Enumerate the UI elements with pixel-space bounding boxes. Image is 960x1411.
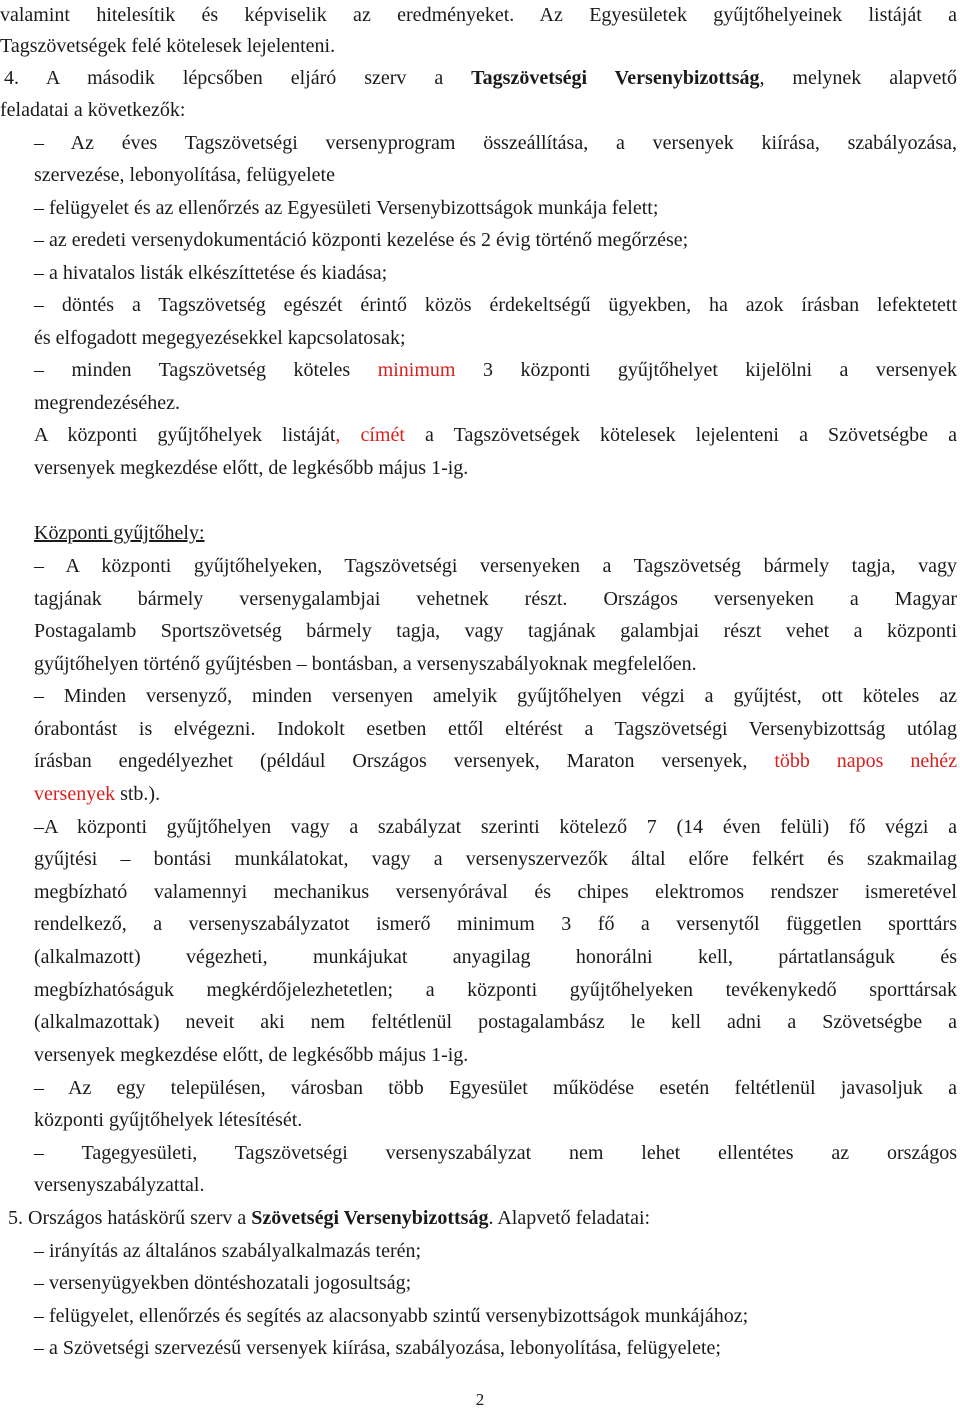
list-item: – döntés a Tagszövetség egészét érintő közös érdekeltségű ügyekben, ha azok írásban lefektetett: [34, 294, 957, 316]
list-item: – felügyelet és az ellenőrzés az Egyesületi Versenybizottságok munkája felett;: [34, 197, 659, 219]
highlight-text: minimum: [377, 359, 456, 381]
list-item: –A központi gyűjtőhelyen vagy a szabályzat szerinti kötelező 7 (14 éven felüli) fő végzi a: [34, 816, 957, 838]
text-line: feladatai a következők:: [0, 99, 186, 121]
text-line: Postagalamb Sportszövetség bármely tagja, vagy tagjának galambjai részt vehet a központi: [34, 620, 957, 642]
highlight-text: , címét: [335, 424, 405, 446]
list-item: – a hivatalos listák elkészíttetése és kiadása;: [34, 262, 388, 284]
list-item: – az eredeti versenydokumentáció központi kezelése és 2 évig történő megőrzése;: [34, 229, 689, 251]
list-item: – Az egy településen, városban több Egyesület működése esetén feltétlenül javasoljuk a: [34, 1077, 957, 1099]
highlight-text: versenyek: [34, 783, 116, 805]
text-line: versenyszabályzattal.: [34, 1174, 205, 1196]
list-item: – Tagegyesületi, Tagszövetségi versenyszabályzat nem lehet ellentétes az országos: [34, 1142, 957, 1164]
text-line: rendelkező, a versenyszabályzatot ismerő minimum 3 fő a versenytől független sporttárs: [34, 913, 957, 935]
list-item: – Minden versenyző, minden versenyen amelyik gyűjtőhelyen végzi a gyűjtést, ott köteles az: [34, 685, 957, 707]
text-line: Tagszövetségek felé kötelesek lejelenteni.: [0, 35, 336, 57]
text-line: órabontást is elvégezni. Indokolt esetben ettől eltérést a Tagszövetségi Versenybizottság utólag: [34, 718, 957, 740]
text-line: megrendezéséhez.: [34, 392, 181, 414]
list-item: – versenyügyekben döntéshozatali jogosultság;: [34, 1272, 412, 1294]
list-item: – irányítás az általános szabályalkalmazás terén;: [34, 1240, 422, 1262]
list-item: – minden Tagszövetség köteles minimum 3 központi gyűjtőhelyet kijelölni a versenyek: [34, 359, 957, 381]
text-line: valamint hitelesítik és képviselik az eredményeket. Az Egyesületek gyűjtőhelyeinek listáját a: [0, 4, 957, 26]
text-line: versenyek megkezdése előtt, de legkésőbb május 1-ig.: [34, 1044, 469, 1066]
list-item: – A központi gyűjtőhelyeken, Tagszövetségi versenyeken a Tagszövetség bármely tagja, vagy: [34, 555, 957, 577]
list-item: – Az éves Tagszövetségi versenyprogram összeállítása, a versenyek kiírása, szabályozása,: [34, 132, 957, 154]
text-line: versenyek stb.).: [34, 783, 161, 805]
page-number: 2: [475, 1390, 485, 1409]
text-line: (alkalmazottak) neveit aki nem feltétlenül postagalambász le kell adni a Szövetségbe a: [34, 1011, 957, 1033]
text-line: írásban engedélyezhet (például Országos versenyek, Maraton versenyek, több napos nehéz: [34, 750, 957, 772]
list-item: – felügyelet, ellenőrzés és segítés az alacsonyabb szintű versenybizottságok munkájához;: [34, 1305, 749, 1327]
text-line: központi gyűjtőhelyek létesítését.: [34, 1109, 303, 1131]
numbered-item-4: 4. A második lépcsőben eljáró szerv a Tagszövetségi Versenybizottság, melynek alapvető: [4, 67, 957, 89]
section-heading: Központi gyűjtőhely:: [34, 522, 205, 544]
text-line: szervezése, lebonyolítása, felügyelete: [34, 164, 335, 186]
list-item: – a Szövetségi szervezésű versenyek kiírása, szabályozása, lebonyolítása, felügyelete;: [34, 1337, 721, 1359]
highlight-text: több napos nehéz: [774, 750, 957, 772]
text-line: és elfogadott megegyezésekkel kapcsolatosak;: [34, 327, 406, 349]
text-line: versenyek megkezdése előtt, de legkésőbb május 1-ig.: [34, 457, 469, 479]
text-line: megbízhatóságuk megkérdőjelezhetetlen; a központi gyűjtőhelyeken tevékenykedő sporttársak: [34, 979, 957, 1001]
text-line: gyűjtési – bontási munkálatokat, vagy a versenyszervezők által előre felkért és szakmailag: [34, 848, 957, 870]
text-line: megbízható valamennyi mechanikus versenyórával és chipes elektromos rendszer ismeretével: [34, 881, 957, 903]
text-line: gyűjtőhelyen történő gyűjtésben – bontásban, a versenyszabályoknak megfelelően.: [34, 653, 697, 675]
text-line: tagjának bármely versenygalambjai vehetnek részt. Országos versenyeken a Magyar: [34, 588, 957, 610]
numbered-item-5: 5. Országos hatáskörű szerv a Szövetségi Versenybizottság. Alapvető feladatai:: [8, 1207, 651, 1229]
text-line: (alkalmazott) végezheti, munkájukat anyagilag honorálni kell, pártatlanságuk és: [34, 946, 957, 968]
text-line: A központi gyűjtőhelyek listáját, címét a Tagszövetségek kötelesek lejelenteni a Szövetségbe a: [34, 424, 957, 446]
